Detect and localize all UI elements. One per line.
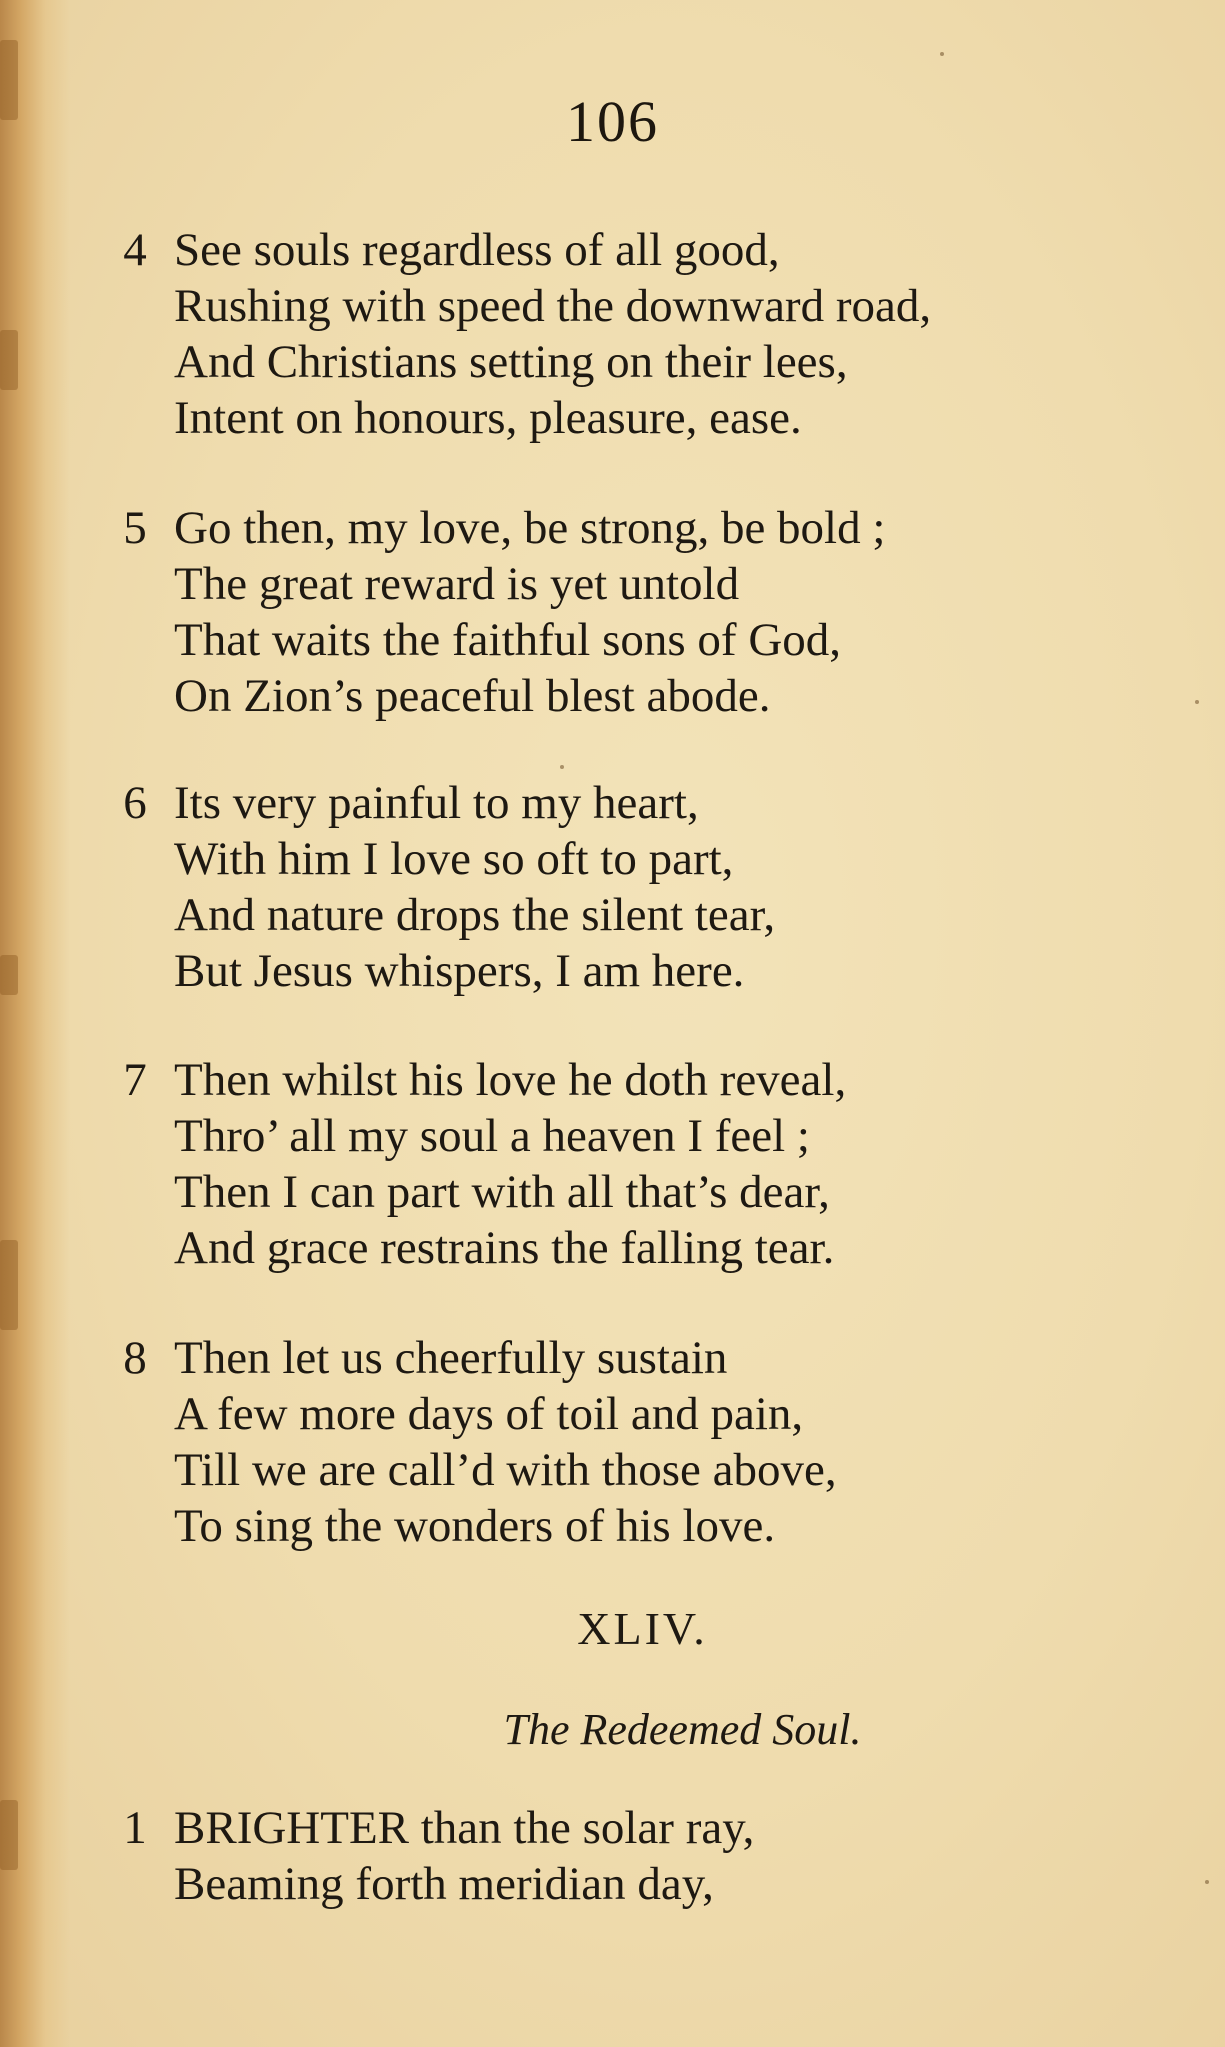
stanza-number: 7: [123, 1054, 147, 1106]
verse-line: On Zion’s peaceful blest abode.: [174, 670, 771, 722]
hymn-title: The Redeemed Soul.: [503, 1705, 862, 1754]
verse-line: See souls regardless of all good,: [174, 224, 780, 276]
paper-fleck: [560, 765, 564, 769]
hymn-numeral: XLIV.: [577, 1603, 708, 1654]
verse-line: Its very painful to my heart,: [174, 777, 699, 829]
verse-line: Rushing with speed the downward road,: [174, 280, 932, 332]
verse-line: With him I love so oft to part,: [174, 833, 734, 885]
stanza-number: 5: [123, 502, 147, 554]
verse-line: A few more days of toil and pain,: [174, 1388, 804, 1440]
stanza-8: [118, 1330, 837, 1554]
verse-line: And Christians setting on their lees,: [174, 336, 848, 388]
verse-line: Then I can part with all that’s dear,: [174, 1166, 830, 1218]
verse-line: Beaming forth meridian day,: [174, 1858, 714, 1910]
binding-stain: [0, 1800, 18, 1870]
stanza-number: 8: [123, 1332, 147, 1384]
stanza-number: 6: [123, 777, 147, 829]
binding-stain: [0, 330, 18, 390]
verse-line: Intent on honours, pleasure, ease.: [174, 392, 802, 444]
stanza-number: 4: [123, 224, 147, 276]
verse-line: BRIGHTER than the solar ray,: [174, 1802, 755, 1854]
stanza-5: [118, 500, 885, 724]
binding-stain: [0, 1240, 18, 1330]
stanza-7: [118, 1052, 846, 1276]
binding-stain: [0, 955, 18, 995]
paper-fleck: [1195, 700, 1199, 704]
stanza-6: [118, 775, 775, 999]
page-number: 106: [566, 89, 659, 154]
verse-line: Then whilst his love he doth reveal,: [174, 1054, 847, 1106]
verse-line: But Jesus whispers, I am here.: [174, 945, 745, 997]
verse-line: Till we are call’d with those above,: [174, 1444, 837, 1496]
verse-line: And grace restrains the falling tear.: [174, 1222, 835, 1274]
stanza-number: 1: [123, 1802, 147, 1854]
verse-line: And nature drops the silent tear,: [174, 889, 776, 941]
verse-line: Thro’ all my soul a heaven I feel ;: [174, 1110, 810, 1162]
paper-fleck: [1205, 1880, 1209, 1884]
verse-line: Go then, my love, be strong, be bold ;: [174, 502, 886, 554]
verse-line: To sing the wonders of his love.: [174, 1500, 776, 1552]
paper-fleck: [940, 52, 944, 56]
stanza-1: [118, 1800, 754, 1912]
verse-line: Then let us cheerfully sustain: [174, 1332, 728, 1384]
verse-line: That waits the faithful sons of God,: [174, 614, 842, 666]
stanza-4: [118, 222, 931, 446]
verse-line: The great reward is yet untold: [174, 558, 740, 610]
